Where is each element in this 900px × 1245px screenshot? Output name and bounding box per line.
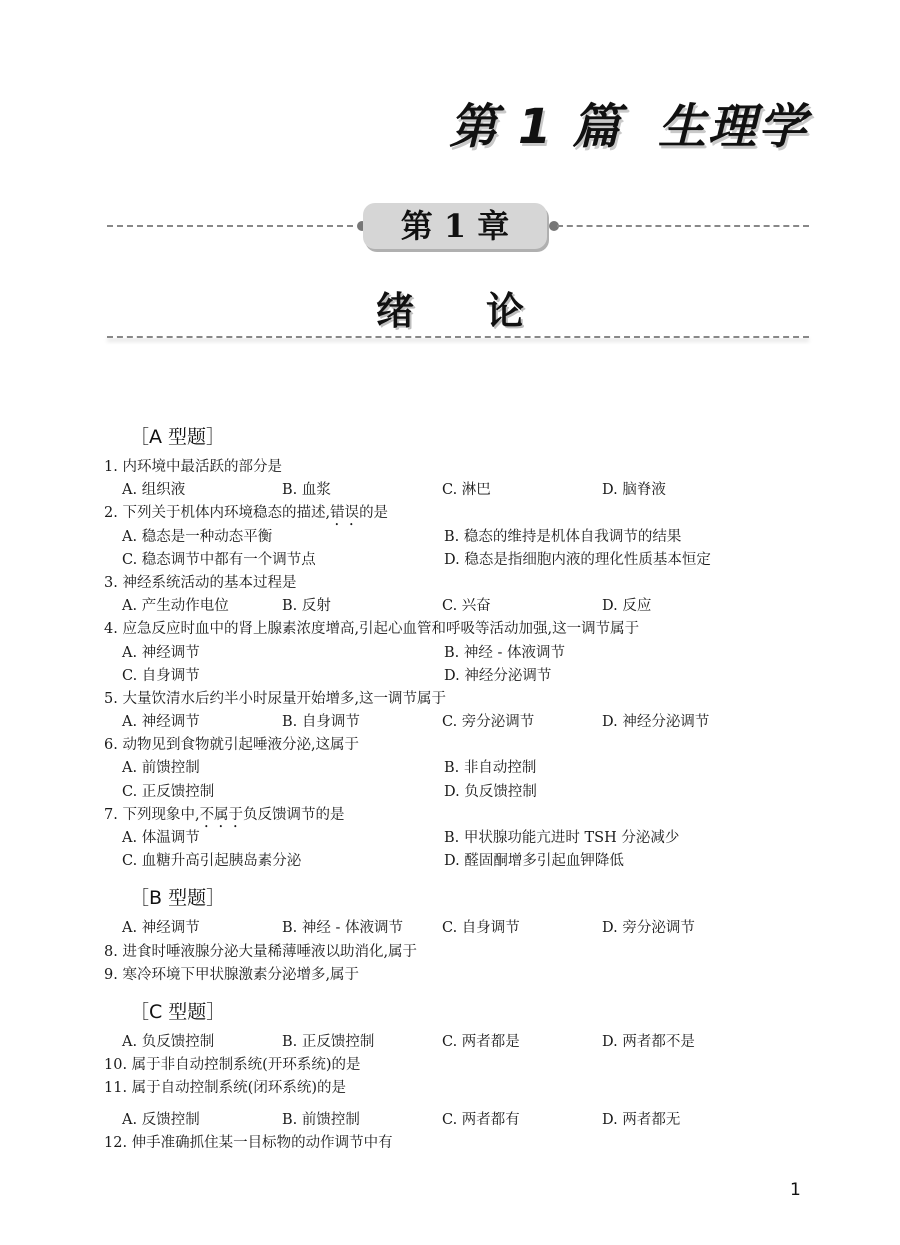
options-3 bbox=[104, 595, 824, 618]
question-2: 2. 下列关于机体内环境稳态的描述,错误的是 bbox=[104, 505, 389, 522]
question-10: 10. 属于非自动控制系统(开环系统)的是 bbox=[104, 1057, 361, 1074]
option: C. 兴奋 bbox=[442, 598, 491, 615]
section-heading-a: ［A 型题］ bbox=[130, 426, 226, 448]
option: C. 血糖升高引起胰岛素分泌 bbox=[122, 853, 302, 870]
option: B. 自身调节 bbox=[282, 714, 360, 731]
option: B. 神经 - 体液调节 bbox=[444, 644, 565, 661]
section-heading-b: ［B 型题］ bbox=[130, 887, 226, 910]
question-5: 5. 大量饮清水后约半小时尿量开始增多,这一调节属于 bbox=[104, 690, 447, 707]
part-name: 生理学 bbox=[657, 99, 808, 155]
options-4a bbox=[104, 642, 824, 665]
question-6: 6. 动物见到食物就引起唾液分泌,这属于 bbox=[104, 737, 360, 754]
option: D. 旁分泌调节 bbox=[602, 920, 695, 937]
emphasis-text: 不属于 bbox=[199, 806, 244, 823]
option: A. 产生动作电位 bbox=[122, 598, 229, 615]
option: B. 正反馈控制 bbox=[282, 1033, 375, 1050]
dashed-rule-bottom bbox=[107, 336, 809, 338]
option: B. 前馈控制 bbox=[282, 1111, 360, 1128]
option: C. 旁分泌调节 bbox=[442, 714, 535, 731]
option: D. 醛固酮增多引起血钾降低 bbox=[444, 853, 624, 870]
option: D. 两者都不是 bbox=[602, 1033, 695, 1050]
option: A. 神经调节 bbox=[122, 714, 200, 731]
options-6b bbox=[104, 781, 824, 804]
options-2a bbox=[104, 526, 824, 549]
options-7a bbox=[104, 827, 824, 850]
option: C. 稳态调节中都有一个调节点 bbox=[122, 551, 316, 568]
option: C. 正反馈控制 bbox=[122, 783, 215, 800]
part-number: 第 1 篇 bbox=[449, 99, 622, 155]
option: A. 神经调节 bbox=[122, 644, 200, 661]
question-4: 4. 应急反应时血中的肾上腺素浓度增高,引起心血管和呼吸等活动加强,这一调节属于 bbox=[104, 621, 640, 638]
option: A. 负反馈控制 bbox=[122, 1033, 215, 1050]
question-3: 3. 神经系统活动的基本过程是 bbox=[104, 574, 297, 591]
option: B. 稳态的维持是机体自我调节的结果 bbox=[444, 528, 682, 545]
dashed-rule-right bbox=[557, 225, 809, 227]
options-5 bbox=[104, 711, 824, 734]
question-11: 11. 属于自动控制系统(闭环系统)的是 bbox=[104, 1080, 346, 1097]
chapter-title: 绪论 bbox=[375, 288, 596, 333]
question-list bbox=[104, 420, 824, 1155]
option: A. 前馈控制 bbox=[122, 760, 200, 777]
options-b bbox=[104, 917, 824, 940]
option: A. 体温调节 bbox=[122, 830, 200, 846]
section-heading-c: ［C 型题］ bbox=[130, 1000, 226, 1023]
option: D. 反应 bbox=[602, 598, 652, 615]
option: D. 神经分泌调节 bbox=[602, 714, 710, 731]
chapter-label: 第 1 章 bbox=[363, 203, 547, 249]
options-c1 bbox=[104, 1031, 824, 1054]
option: C. 自身调节 bbox=[122, 667, 200, 684]
question-7: 7. 下列现象中,不属于负反馈调节的是 bbox=[104, 806, 345, 823]
option: B. 非自动控制 bbox=[444, 760, 537, 777]
option: A. 组织液 bbox=[122, 482, 186, 499]
emphasis-text: 错误 bbox=[330, 505, 360, 522]
page-number: 1 bbox=[790, 1180, 801, 1200]
option: D. 神经分泌调节 bbox=[444, 667, 552, 684]
part-title bbox=[449, 88, 808, 157]
question-9: 9. 寒冷环境下甲状腺激素分泌增多,属于 bbox=[104, 966, 360, 983]
option: D. 两者都无 bbox=[602, 1111, 681, 1128]
option: B. 甲状腺功能亢进时 TSH 分泌减少 bbox=[444, 830, 680, 846]
question-8: 8. 进食时唾液腺分泌大量稀薄唾液以助消化,属于 bbox=[104, 943, 418, 960]
option: A. 神经调节 bbox=[122, 920, 200, 937]
question-1: 1. 内环境中最活跃的部分是 bbox=[104, 459, 282, 475]
option: D. 脑脊液 bbox=[602, 482, 666, 499]
option: B. 反射 bbox=[282, 598, 331, 615]
option: B. 血浆 bbox=[282, 482, 331, 499]
dashed-rule-left bbox=[107, 225, 353, 227]
options-6a bbox=[104, 757, 824, 780]
option: C. 自身调节 bbox=[442, 920, 520, 937]
option: D. 稳态是指细胞内液的理化性质基本恒定 bbox=[444, 551, 711, 568]
option: C. 两者都是 bbox=[442, 1033, 520, 1050]
options-1 bbox=[104, 479, 824, 502]
option: B. 神经 - 体液调节 bbox=[282, 920, 403, 937]
option: D. 负反馈控制 bbox=[444, 783, 537, 800]
question-12: 12. 伸手准确抓住某一目标物的动作调节中有 bbox=[104, 1134, 393, 1151]
options-c2 bbox=[104, 1109, 824, 1132]
chapter-banner bbox=[107, 203, 809, 249]
options-2b bbox=[104, 549, 824, 572]
options-7b bbox=[104, 850, 824, 873]
option: C. 两者都有 bbox=[442, 1111, 520, 1128]
option: A. 反馈控制 bbox=[122, 1111, 200, 1128]
options-4b bbox=[104, 665, 824, 688]
option: A. 稳态是一种动态平衡 bbox=[122, 528, 273, 545]
option: C. 淋巴 bbox=[442, 482, 491, 499]
